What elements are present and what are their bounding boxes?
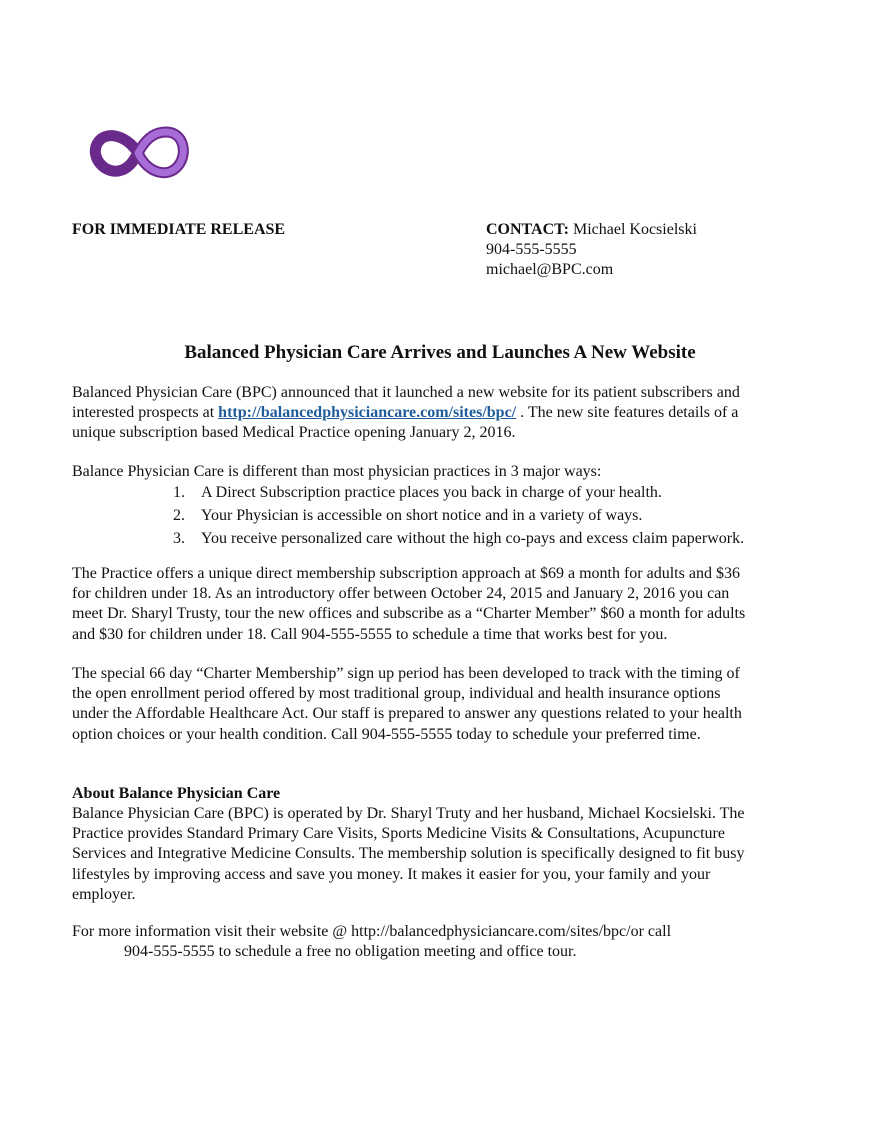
about-line: Services and Integrative Medicine Consults. The membership solution is specifically designed to fit busy [72, 845, 745, 863]
charter-line: option choices or your health condition. Call 904-555-5555 today to schedule your preferred time. [72, 725, 701, 743]
about-line: Balance Physician Care (BPC) is operated by Dr. Sharyl Truty and her husband, Michael Kocsielski. The [72, 805, 745, 822]
offer-line: for children under 18. As an introductory offer between October 24, 2015 and January 2, 2016 you can [72, 585, 730, 603]
charter-line: under the Affordable Healthcare Act. Our staff is prepared to answer any questions related to your health [72, 705, 742, 723]
list-number: 1. [173, 484, 185, 501]
about-line: Practice provides Standard Primary Care Visits, Sports Medicine Visits & Consultations, Acupuncture [72, 825, 725, 843]
intro-line [72, 403, 812, 423]
contact-block [486, 220, 697, 280]
list-number: 2. [173, 507, 185, 524]
website-link[interactable]: http://balancedphysiciancare.com/sites/bpc/ [218, 404, 517, 422]
ways-lead-text: Balance Physician Care is different than most physician practices in 3 major ways: [72, 463, 602, 480]
list-item [173, 506, 744, 529]
charter-line: the open enrollment period offered by most traditional group, individual and health insurance options [72, 685, 721, 703]
ways-lead [72, 462, 812, 482]
intro-paragraph [72, 383, 812, 444]
ways-list [173, 483, 744, 552]
intro-line: Balanced Physician Care (BPC) announced that it launched a new website for its patient subscribers and [72, 384, 740, 401]
list-number: 3. [173, 530, 185, 547]
more-info-line: For more information visit their website @ http://balancedphysiciancare.com/sites/bpc/or call [72, 923, 672, 940]
charter-line: The special 66 day “Charter Membership” sign up period has been developed to track with the timing of [72, 665, 740, 682]
list-text: A Direct Subscription practice places you back in charge of your health. [201, 484, 662, 501]
more-info-line: 904-555-5555 to schedule a free no obligation meeting and office tour. [124, 943, 577, 961]
intro-line: unique subscription based Medical Practice opening January 2, 2016. [72, 424, 516, 442]
offer-line: The Practice offers a unique direct membership subscription approach at $69 a month for adults and $36 [72, 565, 740, 582]
intro-text: . The new site features details of a [516, 404, 739, 422]
list-item [173, 529, 744, 552]
more-info-paragraph [72, 922, 812, 962]
intro-text: interested prospects at [72, 404, 219, 422]
about-line: lifestyles by improving access and save you money. It makes it easier for you, your family and your [72, 865, 711, 883]
about-title: About Balance Physician Care [72, 785, 281, 802]
contact-line [486, 220, 697, 240]
list-text: You receive personalized care without the high co-pays and excess claim paperwork. [201, 530, 745, 547]
list-text: Your Physician is accessible on short notice and in a variety of ways. [201, 507, 643, 524]
about-paragraph [72, 804, 812, 905]
contact-email: michael@BPC.com [486, 261, 614, 278]
charter-paragraph [72, 664, 812, 745]
about-line: employer. [72, 885, 136, 903]
offer-line: meet Dr. Sharyl Trusty, tour the new offices and subscribe as a “Charter Member” $60 a month for adults [72, 605, 746, 623]
offer-line: and $30 for children under 18. Call 904-555-5555 to schedule a time that works best for you. [72, 625, 668, 643]
contact-name: Michael Kocsielski [572, 221, 697, 238]
contact-label: CONTACT: [486, 221, 569, 238]
release-label: FOR IMMEDIATE RELEASE [72, 221, 286, 238]
list-item [173, 483, 744, 506]
infinity-logo-icon [86, 122, 190, 184]
headline: Balanced Physician Care Arrives and Launches A New Website [184, 342, 696, 363]
contact-phone: 904-555-5555 [486, 241, 577, 258]
offer-paragraph [72, 564, 812, 645]
